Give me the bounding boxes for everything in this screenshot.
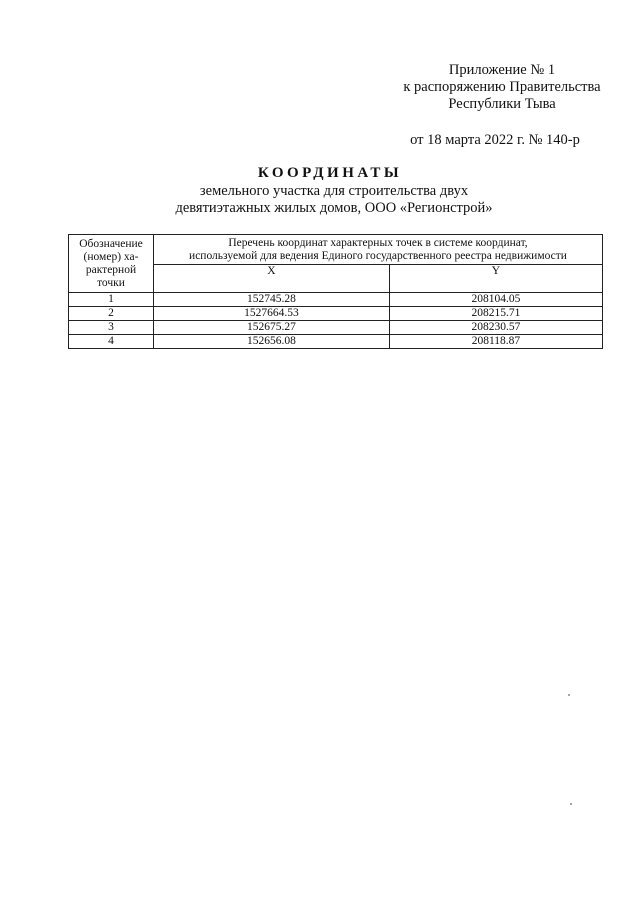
table-row [69,293,603,307]
table-row [69,321,603,335]
appendix-block [392,62,612,113]
scan-speck [568,694,570,696]
document-subtitle [0,183,640,217]
point-header-line-4: точки [97,276,125,289]
appendix-line-2: к распоряжению Правительства [403,79,601,95]
x-value: 152656.08 [154,335,390,349]
table-row [69,335,603,349]
scan-speck [570,803,572,805]
subtitle-line-1: земельного участка для строительства двух [199,183,469,199]
y-value: 208215.71 [389,307,602,321]
y-value: 208230.57 [389,321,602,335]
coordinate-list-header [154,235,603,265]
point-header-line-3: рактерной [85,263,137,276]
y-column-header: Y [389,265,602,293]
y-value: 208104.05 [389,293,602,307]
point-number-header [69,235,154,293]
point-header-line-1: Обозначение [79,237,143,250]
document-title: КООРДИНАТЫ [257,165,403,181]
coordinate-header-line-2: используемой для ведения Единого государственного реестра недвижимости [189,249,567,262]
y-value: 208118.87 [389,335,602,349]
x-column-header: X [154,265,390,293]
subtitle-line-2: девятиэтажных жилых домов, ООО «Регионстрой» [175,200,493,216]
point-number: 4 [69,335,154,349]
coordinates-table [68,234,603,349]
table-row [69,307,603,321]
appendix-line-1: Приложение № 1 [448,62,556,78]
x-value: 1527664.53 [154,307,390,321]
coordinate-header-line-1: Перечень координат характерных точек в системе координат, [228,236,528,249]
point-number: 2 [69,307,154,321]
x-value: 152745.28 [154,293,390,307]
x-value: 152675.27 [154,321,390,335]
point-number: 1 [69,293,154,307]
appendix-line-3: Республики Тыва [448,96,556,112]
point-header-line-2: (номер) ха- [83,250,139,263]
order-date: от 18 марта 2022 г. № 140-р [410,132,580,148]
point-number: 3 [69,321,154,335]
